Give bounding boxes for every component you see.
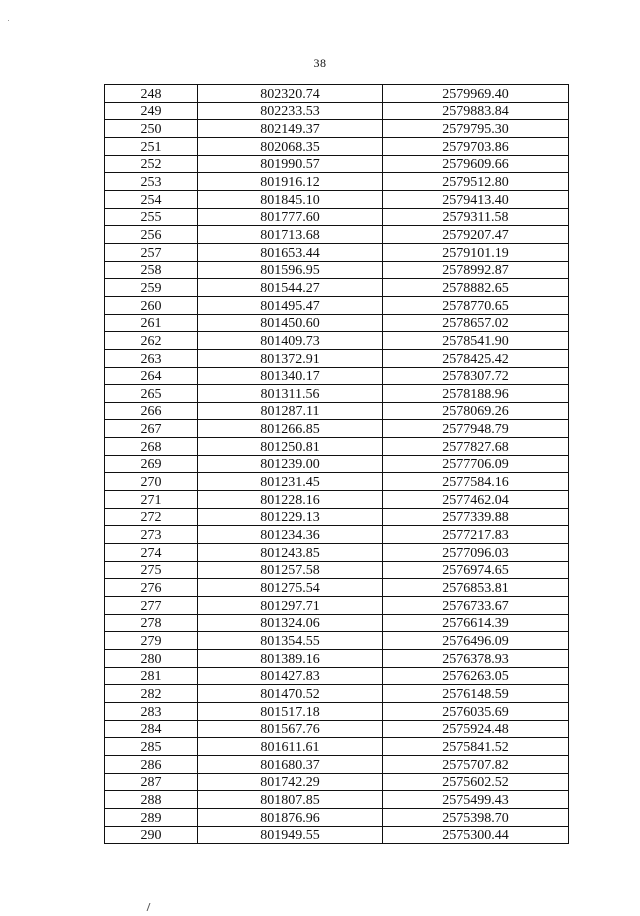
x-coordinate-cell: 801340.17 — [198, 367, 383, 385]
point-number-cell: 275 — [105, 561, 198, 579]
x-coordinate-cell: 801517.18 — [198, 702, 383, 720]
y-coordinate-cell: 2578882.65 — [383, 279, 569, 297]
x-coordinate-cell: 801470.52 — [198, 685, 383, 703]
table-row — [105, 243, 569, 261]
x-coordinate-cell: 801596.95 — [198, 261, 383, 279]
x-coordinate-cell: 801257.58 — [198, 561, 383, 579]
point-number-cell: 285 — [105, 738, 198, 756]
x-coordinate-cell: 801372.91 — [198, 349, 383, 367]
point-number-cell: 255 — [105, 208, 198, 226]
table-row — [105, 755, 569, 773]
table-row — [105, 279, 569, 297]
x-coordinate-cell: 801713.68 — [198, 226, 383, 244]
point-number-cell: 284 — [105, 720, 198, 738]
point-number-cell: 264 — [105, 367, 198, 385]
scan-speck — [8, 20, 9, 21]
x-coordinate-cell: 801427.83 — [198, 667, 383, 685]
point-number-cell: 250 — [105, 120, 198, 138]
point-number-cell: 267 — [105, 420, 198, 438]
x-coordinate-cell: 801275.54 — [198, 579, 383, 597]
y-coordinate-cell: 2579795.30 — [383, 120, 569, 138]
table-row — [105, 702, 569, 720]
point-number-cell: 278 — [105, 614, 198, 632]
point-number-cell: 286 — [105, 755, 198, 773]
table-row — [105, 137, 569, 155]
table-row — [105, 791, 569, 809]
coordinates-table — [104, 84, 569, 844]
y-coordinate-cell: 2579703.86 — [383, 137, 569, 155]
y-coordinate-cell: 2575499.43 — [383, 791, 569, 809]
point-number-cell: 269 — [105, 455, 198, 473]
coordinates-table-body — [105, 85, 569, 844]
table-row — [105, 173, 569, 191]
y-coordinate-cell: 2578425.42 — [383, 349, 569, 367]
y-coordinate-cell: 2577584.16 — [383, 473, 569, 491]
table-row — [105, 544, 569, 562]
point-number-cell: 254 — [105, 190, 198, 208]
y-coordinate-cell: 2578541.90 — [383, 332, 569, 350]
y-coordinate-cell: 2579609.66 — [383, 155, 569, 173]
y-coordinate-cell: 2579101.19 — [383, 243, 569, 261]
table-row — [105, 720, 569, 738]
table-row — [105, 826, 569, 844]
table-row — [105, 332, 569, 350]
point-number-cell: 258 — [105, 261, 198, 279]
y-coordinate-cell: 2576148.59 — [383, 685, 569, 703]
point-number-cell: 261 — [105, 314, 198, 332]
x-coordinate-cell: 801990.57 — [198, 155, 383, 173]
x-coordinate-cell: 801389.16 — [198, 650, 383, 668]
y-coordinate-cell: 2576974.65 — [383, 561, 569, 579]
x-coordinate-cell: 801228.16 — [198, 491, 383, 509]
y-coordinate-cell: 2575398.70 — [383, 808, 569, 826]
point-number-cell: 279 — [105, 632, 198, 650]
y-coordinate-cell: 2575300.44 — [383, 826, 569, 844]
y-coordinate-cell: 2575924.48 — [383, 720, 569, 738]
point-number-cell: 259 — [105, 279, 198, 297]
x-coordinate-cell: 801287.11 — [198, 402, 383, 420]
y-coordinate-cell: 2576853.81 — [383, 579, 569, 597]
point-number-cell: 249 — [105, 102, 198, 120]
y-coordinate-cell: 2578188.96 — [383, 385, 569, 403]
x-coordinate-cell: 801266.85 — [198, 420, 383, 438]
y-coordinate-cell: 2576378.93 — [383, 650, 569, 668]
table-row — [105, 226, 569, 244]
table-row — [105, 808, 569, 826]
point-number-cell: 277 — [105, 597, 198, 615]
x-coordinate-cell: 801611.61 — [198, 738, 383, 756]
point-number-cell: 280 — [105, 650, 198, 668]
y-coordinate-cell: 2576733.67 — [383, 597, 569, 615]
x-coordinate-cell: 801807.85 — [198, 791, 383, 809]
x-coordinate-cell: 801311.56 — [198, 385, 383, 403]
x-coordinate-cell: 801742.29 — [198, 773, 383, 791]
point-number-cell: 283 — [105, 702, 198, 720]
point-number-cell: 282 — [105, 685, 198, 703]
point-number-cell: 262 — [105, 332, 198, 350]
y-coordinate-cell: 2577096.03 — [383, 544, 569, 562]
table-row — [105, 296, 569, 314]
y-coordinate-cell: 2577948.79 — [383, 420, 569, 438]
table-row — [105, 561, 569, 579]
x-coordinate-cell: 801231.45 — [198, 473, 383, 491]
y-coordinate-cell: 2578770.65 — [383, 296, 569, 314]
table-row — [105, 473, 569, 491]
point-number-cell: 253 — [105, 173, 198, 191]
point-number-cell: 251 — [105, 137, 198, 155]
point-number-cell: 265 — [105, 385, 198, 403]
table-row — [105, 650, 569, 668]
y-coordinate-cell: 2577339.88 — [383, 508, 569, 526]
table-row — [105, 190, 569, 208]
table-row — [105, 455, 569, 473]
table-row — [105, 102, 569, 120]
scan-mark — [147, 903, 154, 911]
y-coordinate-cell: 2579883.84 — [383, 102, 569, 120]
x-coordinate-cell: 802233.53 — [198, 102, 383, 120]
y-coordinate-cell: 2576496.09 — [383, 632, 569, 650]
point-number-cell: 256 — [105, 226, 198, 244]
x-coordinate-cell: 801250.81 — [198, 438, 383, 456]
x-coordinate-cell: 801567.76 — [198, 720, 383, 738]
x-coordinate-cell: 802149.37 — [198, 120, 383, 138]
x-coordinate-cell: 801653.44 — [198, 243, 383, 261]
y-coordinate-cell: 2579969.40 — [383, 85, 569, 103]
point-number-cell: 272 — [105, 508, 198, 526]
x-coordinate-cell: 801876.96 — [198, 808, 383, 826]
y-coordinate-cell: 2579311.58 — [383, 208, 569, 226]
x-coordinate-cell: 801324.06 — [198, 614, 383, 632]
table-row — [105, 120, 569, 138]
table-row — [105, 773, 569, 791]
table-row — [105, 155, 569, 173]
table-row — [105, 526, 569, 544]
x-coordinate-cell: 801949.55 — [198, 826, 383, 844]
table-row — [105, 385, 569, 403]
table-row — [105, 738, 569, 756]
y-coordinate-cell: 2576614.39 — [383, 614, 569, 632]
table-row — [105, 85, 569, 103]
y-coordinate-cell: 2578992.87 — [383, 261, 569, 279]
y-coordinate-cell: 2578307.72 — [383, 367, 569, 385]
x-coordinate-cell: 801234.36 — [198, 526, 383, 544]
y-coordinate-cell: 2577462.04 — [383, 491, 569, 509]
table-row — [105, 508, 569, 526]
point-number-cell: 266 — [105, 402, 198, 420]
y-coordinate-cell: 2575602.52 — [383, 773, 569, 791]
table-row — [105, 614, 569, 632]
x-coordinate-cell: 801916.12 — [198, 173, 383, 191]
point-number-cell: 271 — [105, 491, 198, 509]
point-number-cell: 248 — [105, 85, 198, 103]
x-coordinate-cell: 801777.60 — [198, 208, 383, 226]
table-row — [105, 420, 569, 438]
y-coordinate-cell: 2579512.80 — [383, 173, 569, 191]
table-row — [105, 685, 569, 703]
x-coordinate-cell: 801680.37 — [198, 755, 383, 773]
point-number-cell: 288 — [105, 791, 198, 809]
y-coordinate-cell: 2575841.52 — [383, 738, 569, 756]
point-number-cell: 263 — [105, 349, 198, 367]
x-coordinate-cell: 801239.00 — [198, 455, 383, 473]
y-coordinate-cell: 2576263.05 — [383, 667, 569, 685]
point-number-cell: 281 — [105, 667, 198, 685]
x-coordinate-cell: 801544.27 — [198, 279, 383, 297]
x-coordinate-cell: 802320.74 — [198, 85, 383, 103]
x-coordinate-cell: 801845.10 — [198, 190, 383, 208]
table-row — [105, 438, 569, 456]
x-coordinate-cell: 801243.85 — [198, 544, 383, 562]
x-coordinate-cell: 801354.55 — [198, 632, 383, 650]
table-row — [105, 402, 569, 420]
point-number-cell: 290 — [105, 826, 198, 844]
x-coordinate-cell: 802068.35 — [198, 137, 383, 155]
table-row — [105, 261, 569, 279]
point-number-cell: 273 — [105, 526, 198, 544]
y-coordinate-cell: 2577827.68 — [383, 438, 569, 456]
y-coordinate-cell: 2579207.47 — [383, 226, 569, 244]
table-row — [105, 632, 569, 650]
point-number-cell: 257 — [105, 243, 198, 261]
point-number-cell: 270 — [105, 473, 198, 491]
y-coordinate-cell: 2579413.40 — [383, 190, 569, 208]
y-coordinate-cell: 2577217.83 — [383, 526, 569, 544]
table-row — [105, 314, 569, 332]
y-coordinate-cell: 2577706.09 — [383, 455, 569, 473]
point-number-cell: 268 — [105, 438, 198, 456]
table-row — [105, 667, 569, 685]
y-coordinate-cell: 2578657.02 — [383, 314, 569, 332]
table-row — [105, 208, 569, 226]
point-number-cell: 274 — [105, 544, 198, 562]
point-number-cell: 260 — [105, 296, 198, 314]
x-coordinate-cell: 801229.13 — [198, 508, 383, 526]
point-number-cell: 276 — [105, 579, 198, 597]
x-coordinate-cell: 801409.73 — [198, 332, 383, 350]
y-coordinate-cell: 2578069.26 — [383, 402, 569, 420]
page-number: 38 — [313, 56, 327, 70]
point-number-cell: 287 — [105, 773, 198, 791]
table-row — [105, 349, 569, 367]
point-number-cell: 252 — [105, 155, 198, 173]
x-coordinate-cell: 801495.47 — [198, 296, 383, 314]
table-row — [105, 579, 569, 597]
y-coordinate-cell: 2576035.69 — [383, 702, 569, 720]
x-coordinate-cell: 801297.71 — [198, 597, 383, 615]
table-row — [105, 491, 569, 509]
x-coordinate-cell: 801450.60 — [198, 314, 383, 332]
y-coordinate-cell: 2575707.82 — [383, 755, 569, 773]
table-row — [105, 367, 569, 385]
point-number-cell: 289 — [105, 808, 198, 826]
table-row — [105, 597, 569, 615]
